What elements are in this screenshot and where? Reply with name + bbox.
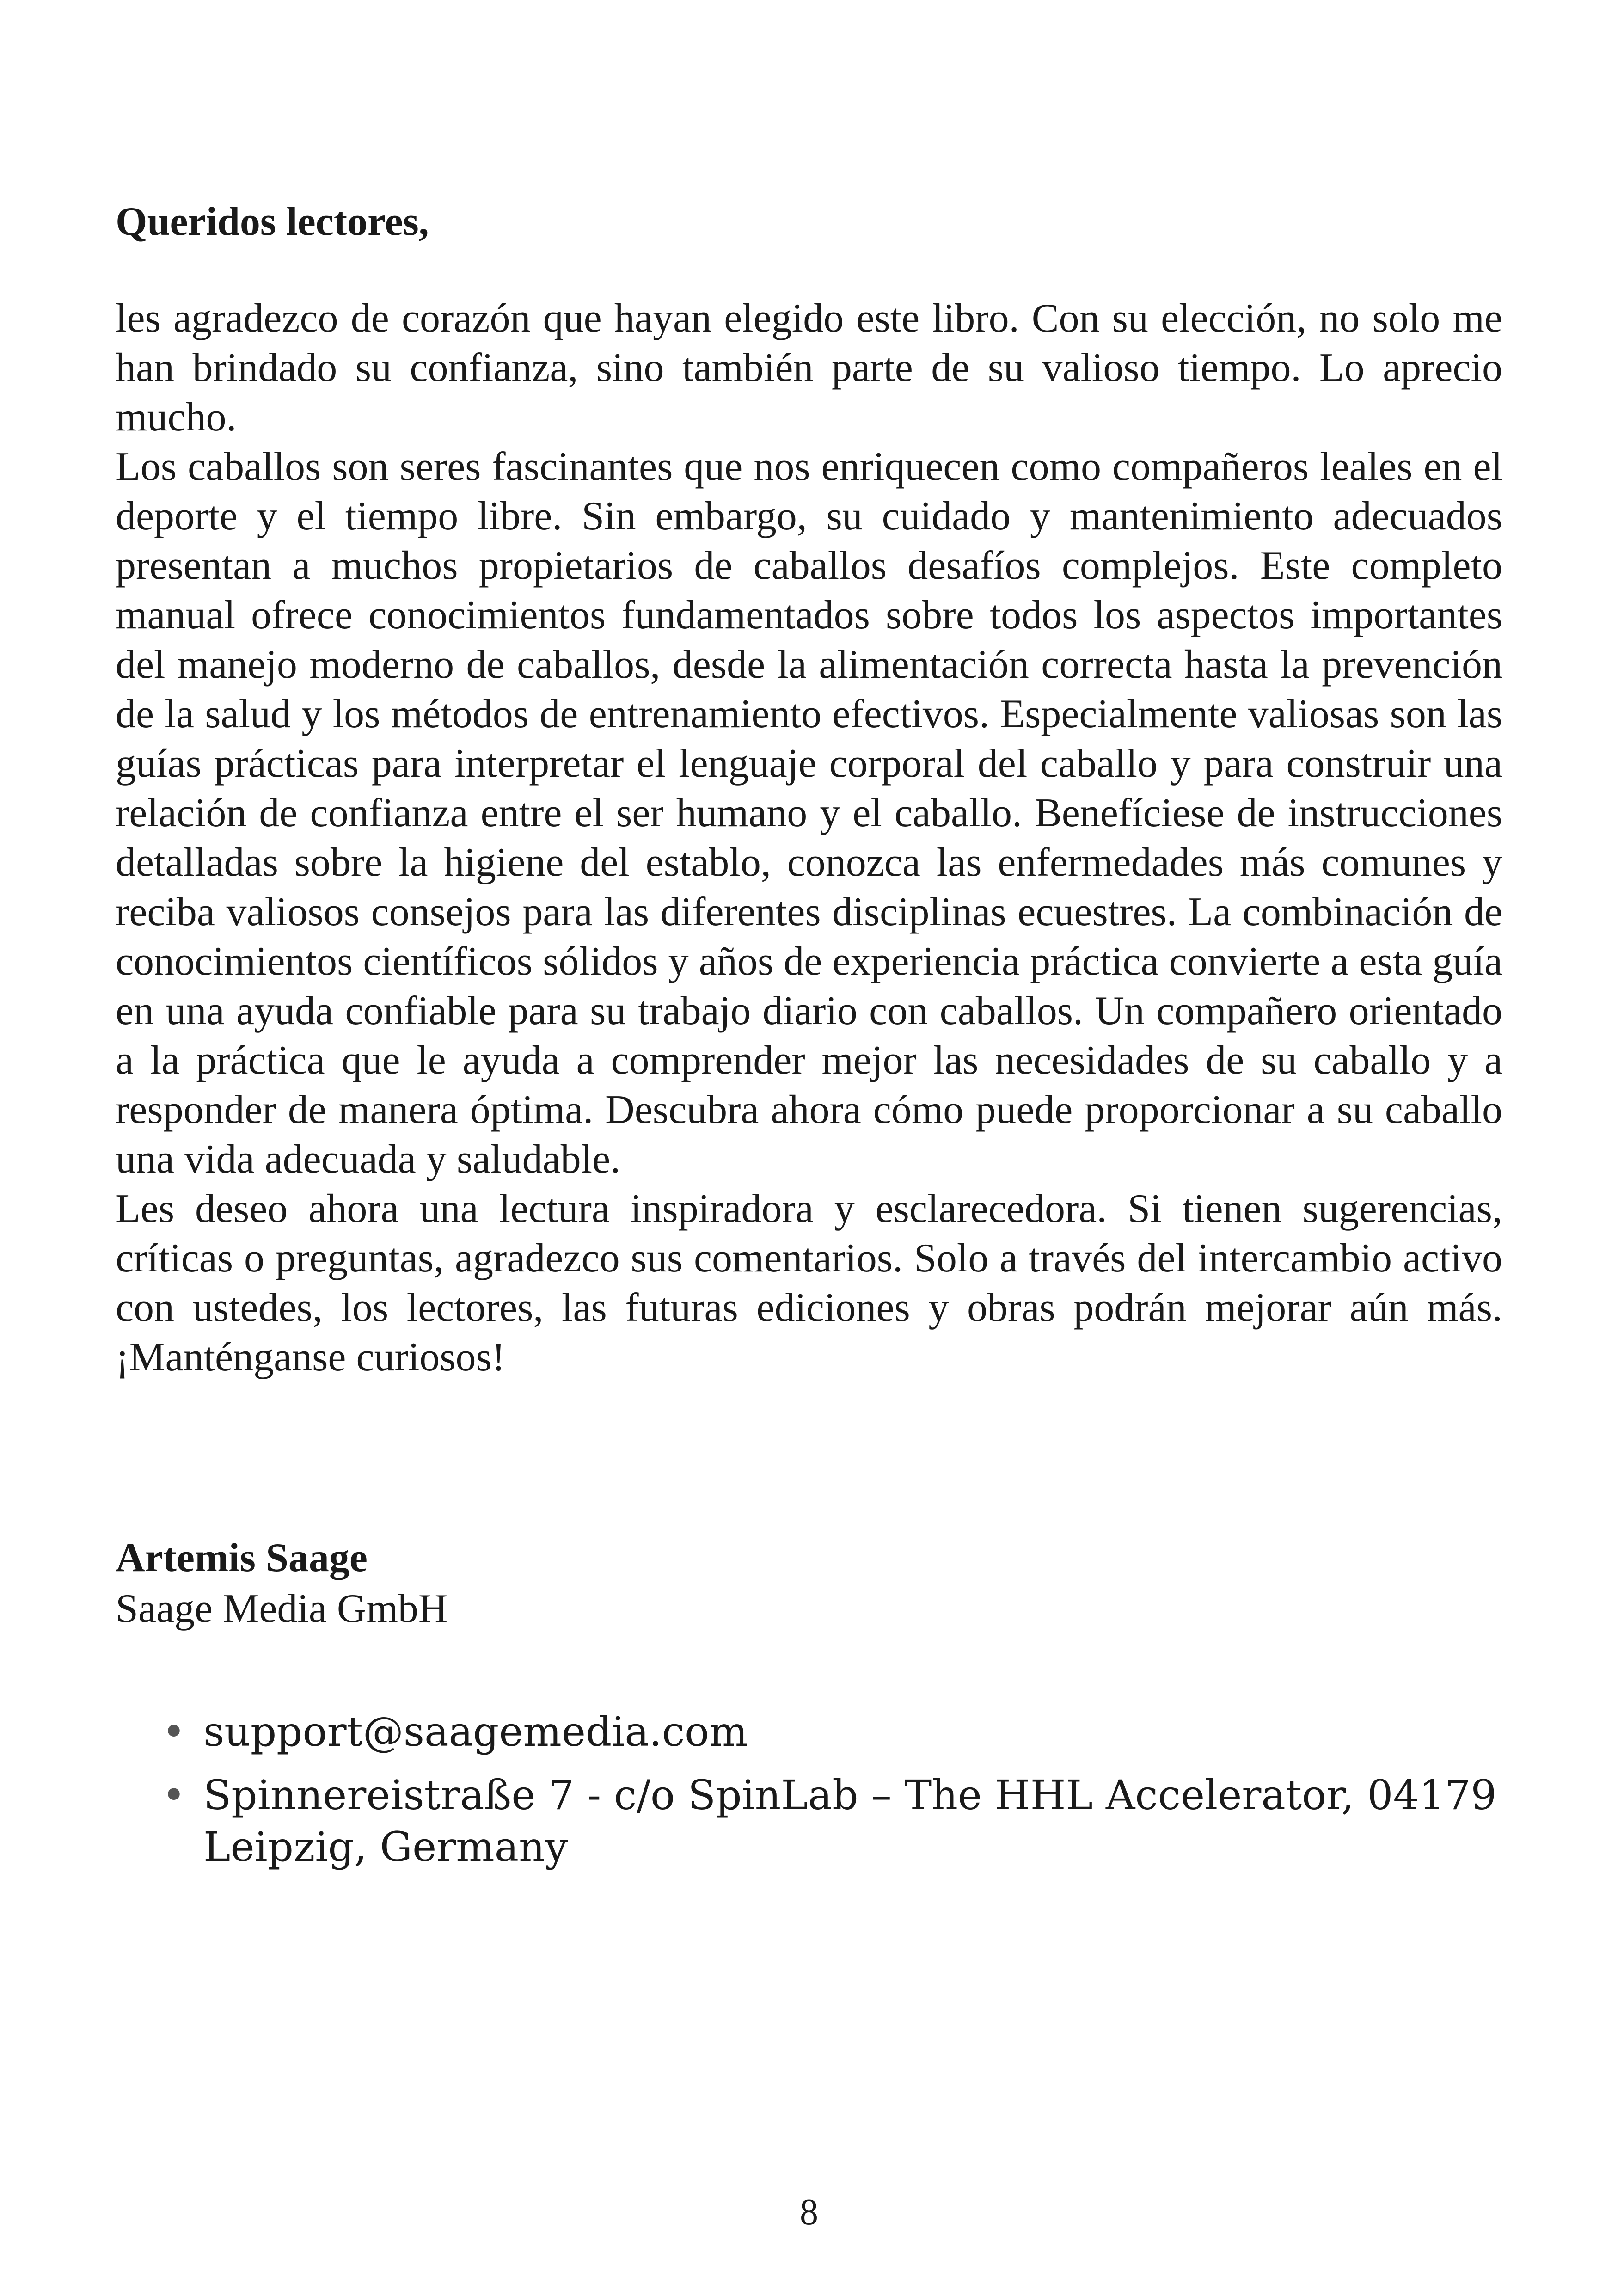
letter-body	[116, 294, 1502, 1382]
contact-email-item	[116, 1706, 1502, 1758]
contact-address: Spinnereistraße 7 - c/o SpinLab – The HHL Accelerator, 04179 Leipzig, Germany	[203, 1771, 1497, 1871]
letter-paragraph: les agradezco de corazón que hayan elegido este libro. Con su elección, no solo me han brindado su confianza, sino también parte de su valioso tiempo. Lo aprecio mucho.	[116, 296, 1502, 440]
letter-paragraph: Les deseo ahora una lectura inspiradora y esclarecedora. Si tienen sugerencias, críticas o preguntas, agradezco sus comentarios. Solo a través del intercambio activo con ustedes, los lectores, las futuras ediciones y obras podrán mejorar aún más. ¡Manténganse curiosos!	[116, 1186, 1502, 1380]
signature-name: Artemis Saage	[116, 1535, 368, 1580]
letter-greeting: Queridos lectores,	[116, 199, 429, 244]
signature-company: Saage Media GmbH	[116, 1586, 448, 1631]
contact-list	[116, 1706, 1502, 1885]
page-number: 8	[800, 2192, 818, 2233]
bullet-icon: •	[162, 1708, 186, 1756]
bullet-icon: •	[162, 1771, 186, 1819]
document-page	[116, 0, 1502, 2296]
letter-paragraph: Los caballos son seres fascinantes que nos enriquecen como compañeros leales en el deporte y el tiempo libre. Sin embargo, su cuidado y mantenimiento adecuados presentan a muchos propietarios de caballos desafíos complejos. Este completo manual ofrece conocimientos fundamentados sobre todos los aspectos importantes del manejo moderno de caballos, desde la alimentación correcta hasta la prevención de la salud y los métodos de entrenamiento efectivos. Especialmente valiosas son las guías prácticas para interpretar el lenguaje corporal del caballo y para construir una relación de confianza entre el ser humano y el caballo. Benefíciese de instrucciones detalladas sobre la higiene del establo, conozca las enfermedades más comunes y reciba valiosos consejos para las diferentes disciplinas ecuestres. La combinación de conocimientos científicos sólidos y años de experiencia práctica convierte a esta guía en una ayuda confiable para su trabajo diario con caballos. Un compañero orientado a la práctica que le ayuda a comprender mejor las necesidades de su caballo y a responder de manera óptima. Descubra ahora cómo puede proporcionar a su caballo una vida adecuada y saludable.	[116, 444, 1502, 1182]
contact-address-item	[116, 1769, 1502, 1873]
contact-email[interactable]: support@saagemedia.com	[203, 1708, 748, 1756]
